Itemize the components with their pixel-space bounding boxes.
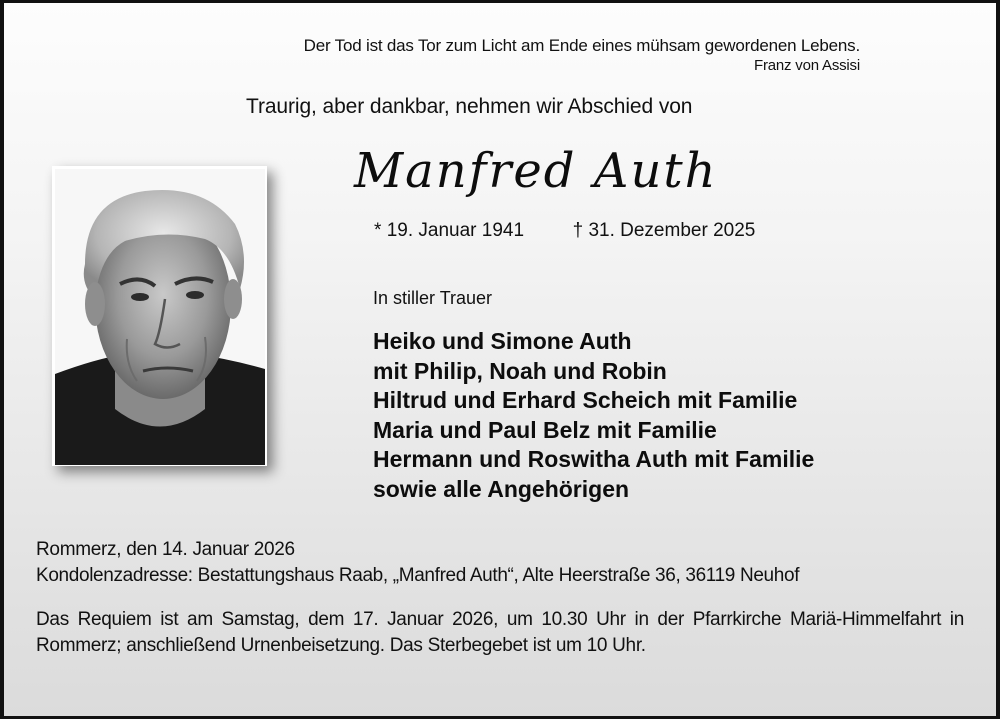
mourning-label: In stiller Trauer bbox=[373, 288, 493, 308]
quote-author: Franz von Assisi bbox=[753, 57, 860, 74]
intro-text: Traurig, aber dankbar, nehmen wir Abschied von bbox=[246, 95, 693, 118]
portrait-photo-frame bbox=[52, 166, 267, 466]
mourner-line: Maria und Paul Belz mit Familie bbox=[373, 416, 717, 443]
birth-date: 19. Januar 1941 bbox=[386, 220, 525, 241]
mourner-line: Heiko und Simone Auth bbox=[373, 328, 632, 354]
requiem-info: Das Requiem ist am Samstag, dem 17. Januar 2026, um 10.30 Uhr in der Pfarrkirche Mariä-Himmelfahrt in Rommerz; anschließend Urnenbeisetzung. Das Sterbegebet ist um 10 Uhr. bbox=[36, 609, 964, 656]
portrait-photo bbox=[55, 169, 265, 465]
place-date: Rommerz, den 14. Januar 2026 bbox=[36, 539, 295, 560]
deceased-name: Manfred Auth bbox=[354, 143, 718, 199]
mourners-list bbox=[373, 327, 814, 504]
death-symbol-icon: † bbox=[572, 220, 584, 241]
mourner-line: mit Philip, Noah und Robin bbox=[373, 357, 667, 384]
mourner-line: sowie alle Angehörigen bbox=[373, 475, 630, 502]
condolence-address: Kondolenzadresse: Bestattungshaus Raab, „Manfred Auth“, Alte Heerstraße 36, 36119 Neuhof bbox=[36, 565, 800, 586]
obituary-notice bbox=[4, 3, 996, 716]
portrait-image bbox=[55, 169, 265, 465]
birth-symbol-icon: * bbox=[374, 220, 382, 241]
quote-text: Der Tod ist das Tor zum Licht am Ende eines mühsam gewordenen Lebens. bbox=[303, 36, 860, 55]
mourner-line: Hiltrud und Erhard Scheich mit Familie bbox=[373, 387, 798, 413]
death-date: 31. Dezember 2025 bbox=[588, 220, 756, 241]
life-dates bbox=[374, 220, 755, 242]
mourner-line: Hermann und Roswitha Auth mit Familie bbox=[373, 446, 815, 472]
